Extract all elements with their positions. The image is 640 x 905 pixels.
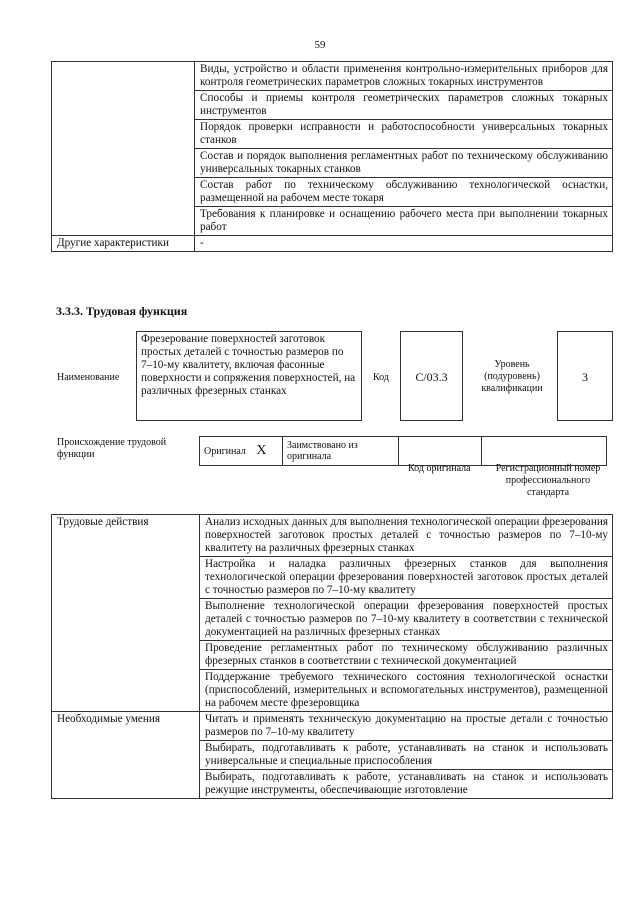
table-row: [52, 515, 613, 557]
action-item: Настройка и наладка различных фрезерных станков для выполнения технологической операции фрезерования поверхностей заготовок простых деталей с точностью размеров по 7–10-му квалитету: [200, 557, 613, 599]
knowledge-item: Состав работ по техническому обслуживанию технологической оснастки, размещенной на рабочем месте токаря: [195, 178, 613, 207]
knowledge-item: Требования к планировке и оснащению рабочего места при выполнении токарных работ: [195, 207, 613, 236]
table-row: [200, 437, 607, 466]
table-row: [52, 236, 613, 252]
qualification-level-box: 3: [557, 331, 613, 421]
knowledge-item: Способы и приемы контроля геометрических параметров сложных токарных инструментов: [195, 91, 613, 120]
origin-label: Происхождение трудовой функции: [57, 437, 167, 460]
original-mark: X: [256, 443, 267, 458]
action-item: Анализ исходных данных для выполнения технологической операции фрезерования поверхностей заготовок простых деталей с точностью размеров по 7–10-му квалитету на различных фрезерных станках: [200, 515, 613, 557]
name-label: Наименование: [57, 372, 120, 383]
knowledge-label-cell: [52, 62, 195, 236]
table-row: [52, 62, 613, 91]
section-title: 3.3.3. Трудовая функция: [56, 304, 188, 318]
origin-original-cell: [200, 437, 283, 466]
table-row: [52, 712, 613, 741]
function-code-box: C/03.3: [400, 331, 463, 421]
knowledge-item: Виды, устройство и области применения контрольно-измерительных приборов для контроля геометрических параметров сложных токарных инструментов: [195, 62, 613, 91]
knowledge-table: [51, 61, 613, 252]
original-code-cell: [399, 437, 482, 466]
original-label: Оригинал: [204, 446, 246, 457]
function-name-box: Фрезерование поверхностей заготовок простых деталей с точностью размеров по 7–10-му квалитету, включая фасонные поверхности и сопряжения поверхностей, на различных фрезерных станках: [136, 331, 362, 421]
actions-label: Трудовые действия: [52, 515, 200, 712]
other-characteristics-value: -: [195, 236, 613, 252]
skill-item: Выбирать, подготавливать к работе, устанавливать на станок и использовать универсальные и специальные приспособления: [200, 741, 613, 770]
knowledge-item: Состав и порядок выполнения регламентных работ по техническому обслуживанию универсальных токарных станков: [195, 149, 613, 178]
registration-number-caption: Регистрационный номер профессионального стандарта: [495, 463, 601, 498]
page-number: 59: [314, 39, 326, 51]
skill-item: Читать и применять техническую документацию на простые детали с точностью размеров по 7–10-му квалитету: [200, 712, 613, 741]
skills-label: Необходимые умения: [52, 712, 200, 799]
action-item: Поддержание требуемого технического состояния технологической оснастки (приспособлений, измерительных и вспомогательных инструментов), размещенной на рабочем месте фрезеровщика: [200, 670, 613, 712]
skill-item: Выбирать, подготавливать к работе, устанавливать на станок и использовать режущие инструменты, обеспечивающие изготовление: [200, 770, 613, 799]
action-item: Выполнение технологической операции фрезерования поверхностей простых деталей с точностью размеров по 7–10-му квалитету в соответствии с технической документацией на различных фрезерных станках: [200, 599, 613, 641]
borrowed-label: Заимствовано из оригинала: [283, 437, 399, 466]
code-label: Код: [373, 372, 389, 383]
registration-number-cell: [482, 437, 607, 466]
origin-table: [199, 436, 607, 466]
original-code-caption: Код оригинала: [408, 463, 471, 474]
action-item: Проведение регламентных работ по техническому обслуживанию различных фрезерных станков в соответствии с технической документацией: [200, 641, 613, 670]
other-characteristics-label: Другие характеристики: [52, 236, 195, 252]
level-label: Уровень (подуровень) квалификации: [481, 359, 543, 394]
function-table: [51, 514, 613, 799]
knowledge-item: Порядок проверки исправности и работоспособности универсальных токарных станков: [195, 120, 613, 149]
